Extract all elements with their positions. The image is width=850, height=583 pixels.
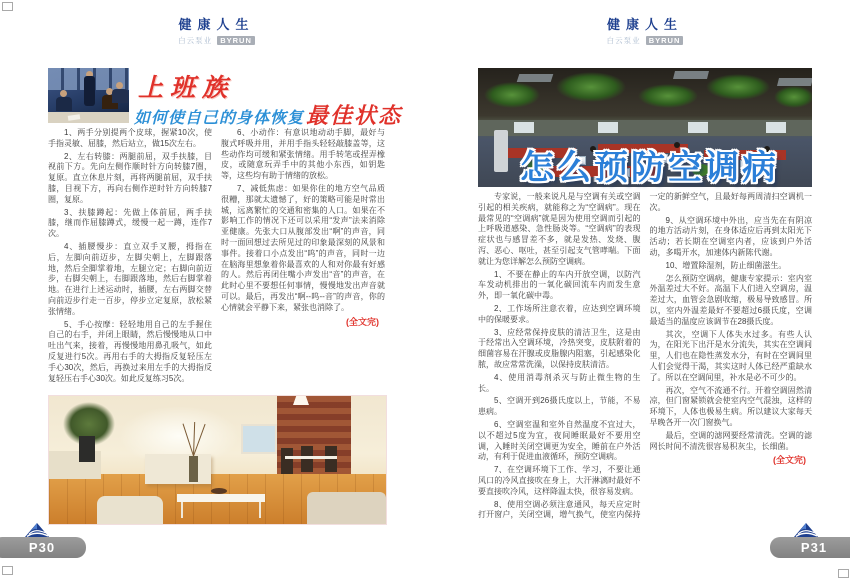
photo-shape bbox=[673, 71, 709, 79]
paragraph: 10、增置除湿剂，防止细菌滋生。 bbox=[665, 260, 787, 270]
photo-shape bbox=[189, 456, 198, 482]
photo-shape bbox=[307, 492, 386, 524]
paragraph: 6、小动作：有意识地动动手脚，最好与腹式呼吸并用，并用手指头轻轻敲膝盖等，这些动作均可缓和紧张情绪。用手转笔或捏弄橡皮，或随意玩弄手中的其他小东西，如钥匙等，这些均有助于情绪的放松。 bbox=[221, 128, 385, 181]
photo-shape bbox=[60, 90, 67, 97]
paragraph: 2、左右转膝：两腿前屈，双手扶膝，目视前下方。先向左侧作顺时针方向转膝7圈，复原。直立休息片刻，再将两腿前屈，双手扶膝，目视下方，再向右侧作逆时针方向转膝7圈，复原。 bbox=[48, 151, 212, 204]
paragraph: 7、在空调环境下工作、学习，不要让通风口的冷风直接吹在身上，大汗淋漓时最好不要直接吹冷风，这样降温太快，很容易发病。 bbox=[478, 465, 641, 496]
photo-shape bbox=[688, 122, 708, 133]
photo-shape bbox=[181, 502, 183, 518]
paragraph: 2、工作场所注意衣着，应达到空调环境中的保暖要求。 bbox=[478, 303, 641, 324]
paragraph: 9、从空调环境中外出，应当先在有阴凉的地方活动片刻，在身体适应后再到太阳光下活动；若长期在空调室内者，应该到户外活动，多喝开水，加速体内新陈代谢。 bbox=[649, 215, 812, 257]
publisher-name: 白云泵业 bbox=[178, 36, 213, 45]
paragraph: 1、不要在静止的车内开放空调，以防汽车发动机排出的一氧化碳回流车内而发生意外，即一氧化碳中毒。 bbox=[478, 269, 641, 301]
photo-shape bbox=[56, 97, 72, 111]
article-body-left bbox=[48, 128, 385, 392]
publisher-badge: BYRUN bbox=[217, 36, 255, 45]
photo-shape bbox=[48, 112, 129, 123]
paragraph: 3、应经常保持皮肤的清洁卫生，这是由于经常出入空调环境，冷热突变，皮肤附着的细菌容易在汗腺或皮脂腺内阻塞，引起感染化脓，故应常常洗澡，以保持皮肤清洁。 bbox=[478, 327, 641, 369]
photo-shape bbox=[281, 448, 293, 474]
office-meeting-photo bbox=[48, 68, 129, 123]
photo-shape bbox=[97, 496, 163, 524]
living-room-photo bbox=[48, 395, 387, 525]
paragraph: 再次，空气不流通不行。开着空调固然清凉，但门窗紧锁就会使室内空气混浊，这样的环境下，人体也极易生病。所以建议大家每天早晚各开一次门窗换气。 bbox=[649, 385, 812, 427]
page-number-tab-left: P30 bbox=[0, 537, 86, 558]
photo-shape bbox=[766, 122, 786, 133]
photo-shape bbox=[211, 488, 227, 494]
photo-shape bbox=[177, 494, 265, 502]
article-title-block-left bbox=[48, 68, 403, 128]
photo-shape bbox=[638, 84, 698, 108]
paragraph: 最后，空调的滤网要经常清洗。空调的滤网长时间不清洗很容易积灰尘，长细菌。 bbox=[649, 430, 812, 451]
paragraph: 4、使用消毒剂杀灭与防止微生物的生长。 bbox=[478, 372, 641, 393]
photo-shape bbox=[241, 424, 277, 454]
article-title-left-line2-blue: 如何使自己的身体恢复 bbox=[134, 110, 305, 127]
paragraph: 1、两手分别提两个皮球，握紧10次，使手指灵敏、屈膝，然后站立，做15次左右。 bbox=[48, 128, 212, 148]
publisher-line bbox=[48, 35, 385, 46]
article-end-mark: (全文完) bbox=[346, 316, 379, 327]
paragraph: 5、空调开到26摄氏度以上，节能，不易患病。 bbox=[478, 396, 641, 417]
photo-shape bbox=[774, 86, 812, 108]
photo-shape bbox=[777, 78, 812, 86]
crop-mark-bottom-left bbox=[2, 566, 13, 575]
paragraph: 专家说，一般来说凡是与空调有关或空调引起的相关疾病，就能称之为“空调病”。现在最常见的“空调病”就是因为使用空调而引起的上呼吸道感染、急性肠炎等。“空调病”的表现症状也与感冒差不多，就是发热、发烧、腹泻、恶心、呕吐，甚至引起支气管哮喘。下面就让为您详解怎么预防空调病。 bbox=[478, 192, 641, 266]
article-title-left-line2 bbox=[134, 99, 402, 130]
paragraph: 其次，空调下人体失水过多。有些人认为，在阳光下出汗是水分流失，其实在空调间里，人们也在隐性蒸发水分，有时在空调间里人们会觉得干渴，其实这时人体已经严重缺水了。所以在空调间里，补水是必不可少的。 bbox=[649, 329, 812, 382]
crop-mark-bottom-right bbox=[838, 569, 849, 578]
photo-shape bbox=[484, 82, 540, 108]
article-title-right: 怎么预防空调病 bbox=[520, 149, 779, 187]
paragraph: 4、插腰慢步：直立双手叉腰，拇指在后，左脚向前迈步，左脚尖朝上，左脚跟落地，然后全脚掌着地，左腿立定；右脚向前迈步，右脚尖朝上，右脚跟落地，然后右脚掌着地。在进行上述运动时，插腰，左右两脚交替向前迈步行走一百步，停步立定复原，放松紧张情绪。 bbox=[48, 241, 212, 316]
paragraph: 7、减低焦虑：如果你住的地方空气品质很糟，那就太遗憾了，好的策略可能是时常出城，远离繁忙的交通和密集的人口。如果在不影响工作的情况下还可以采用“发声”法来消除亚健康。先张大口从腹部发出“啊”的声音，同时一面回想过去所见过的印象最深刻的风景和事件。接着口小点发出“呜”的声音，同时一边在脑海里想象着你最喜欢的人和对你最有好感的人。然后再闭住嘴小声发出“音”的声音，在此时心里不要想任何事情，慢慢地发出声音就可以。最后，再发出“啊--呜--音”的声音，你的心情就会平静下来，紧张也消除了。 bbox=[221, 183, 385, 312]
publisher-badge: BYRUN bbox=[646, 36, 684, 45]
publisher-logo-icon bbox=[24, 522, 50, 538]
publisher-logo-icon bbox=[793, 522, 819, 538]
photo-shape bbox=[301, 446, 313, 472]
paragraph: 8、使用空调必须注意通风，每天应定时打开窗户，关闭空调，增气换气，使室内保持一定的新鲜空气，且最好每两周清扫空调机一次。 bbox=[478, 192, 812, 520]
page-header-left bbox=[48, 14, 385, 46]
photo-shape bbox=[145, 454, 211, 484]
photo-shape bbox=[706, 74, 770, 100]
article-end-mark: (全文完) bbox=[773, 455, 806, 466]
article-title-left-line1: 上班族 bbox=[138, 74, 235, 102]
article-body-right bbox=[478, 192, 812, 525]
photo-shape bbox=[112, 89, 128, 103]
paragraph: 5、手心按摩：轻轻地用自己的左手握住自己的右手，并闭上眼睛，然后慢慢地从口中吐出气来，接着，再慢慢地用鼻孔吸气，如此反复进行5次。再用右手的大拇指反复轻压左手心30次，然后，再换过来用左手的大拇指反复轻压右手心30次。如此反复练习5次。 bbox=[48, 319, 212, 383]
page-header-right bbox=[478, 14, 812, 46]
crop-mark-top-left bbox=[2, 2, 13, 11]
photo-shape bbox=[517, 74, 554, 82]
photo-shape bbox=[79, 436, 95, 462]
photo-shape bbox=[556, 72, 626, 102]
paragraph: 6、空调室温和室外自然温度不宜过大，以不超过5度为宜，夜间睡眠最好不要用空调，入睡时关闭空调更为安全，睡前在户外活动，有利于促进血液循环，预防空调病。 bbox=[478, 419, 641, 462]
photo-shape bbox=[285, 456, 337, 459]
article-title-left-line2-red: 最佳状态 bbox=[306, 103, 403, 128]
photo-shape bbox=[116, 82, 123, 89]
magazine-title: 健康人生 bbox=[606, 17, 683, 32]
photo-shape bbox=[598, 122, 618, 133]
photo-shape bbox=[325, 446, 337, 472]
publisher-line bbox=[478, 35, 812, 46]
photo-shape bbox=[84, 76, 95, 106]
paragraph: 怎么预防空调病，健康专家提示：室内室外温差过大不好。高温下人们进入空调房，温差过大，血管会急剧收缩，极易导致感冒。所以，室内外温差最好不要超过6摄氏度，空调最适当的温度应该调节在28摄氏度。 bbox=[649, 273, 812, 326]
paragraph: 3、扶膝蹲起：先做上体前屈，两手扶膝，继而作屈膝蹲式，缓慢一起一蹲，连作7次。 bbox=[48, 207, 212, 239]
magazine-title: 健康人生 bbox=[178, 17, 255, 32]
photo-shape bbox=[494, 130, 508, 172]
page-number-tab-right: P31 bbox=[770, 537, 850, 558]
publisher-name: 白云泵业 bbox=[606, 36, 641, 45]
photo-shape bbox=[514, 122, 534, 133]
